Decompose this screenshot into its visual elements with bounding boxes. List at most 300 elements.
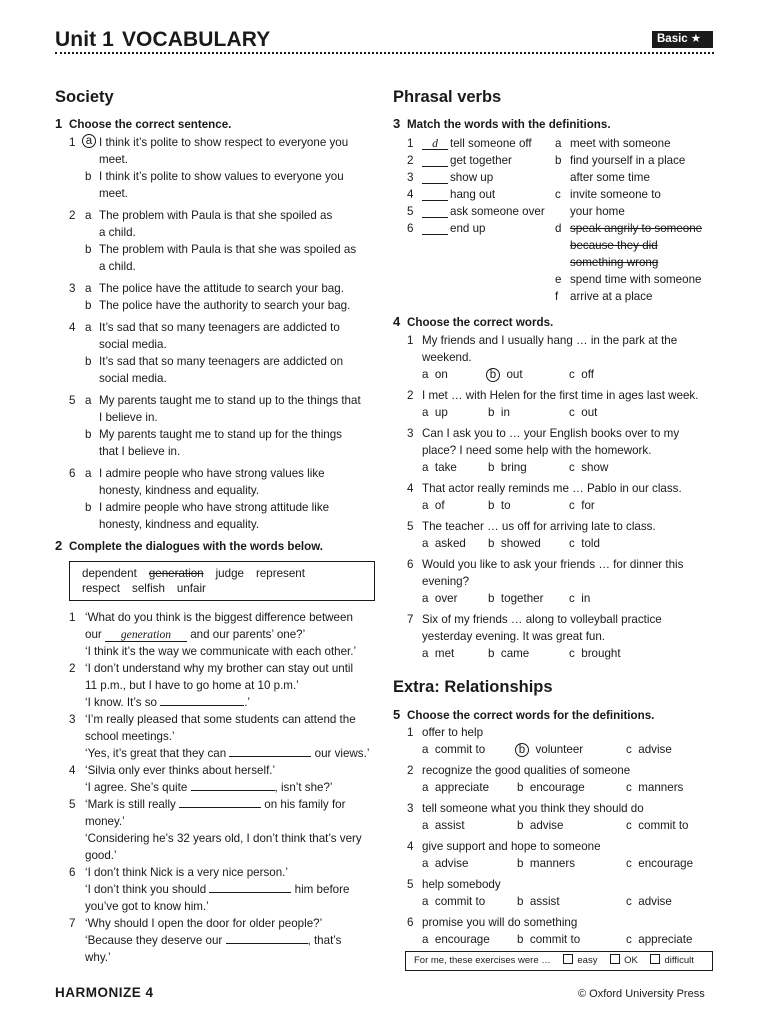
dialogue-item: 5 ‘Mark is still really on his family for money.’ ‘Considering he’s 32 years old, I don’t think that’s very good.’ bbox=[69, 798, 362, 862]
answer-blank[interactable] bbox=[226, 932, 308, 944]
choice-text: on bbox=[434, 368, 448, 381]
selected-option-circle: b bbox=[515, 743, 529, 757]
phrase-text: show up bbox=[450, 171, 494, 184]
question-number: 1 bbox=[407, 334, 414, 347]
question-text-line: evening? bbox=[422, 575, 470, 588]
option-b[interactable] bbox=[85, 297, 380, 314]
phrasal-column bbox=[393, 86, 715, 948]
option-letter: a bbox=[85, 394, 92, 407]
option-letter: a bbox=[85, 209, 92, 222]
choice-c[interactable] bbox=[569, 645, 621, 662]
definition-item bbox=[555, 271, 717, 288]
word: unfair bbox=[176, 582, 206, 595]
phrase-number: 2 bbox=[407, 154, 414, 167]
exercise-5-list bbox=[393, 724, 715, 948]
choice-letter: c bbox=[626, 819, 632, 832]
question-number: 3 bbox=[407, 427, 414, 440]
option-letter: b bbox=[85, 428, 92, 441]
option-text-line: It’s sad that so many teenagers are addicted on bbox=[99, 355, 344, 368]
question-text-line: Would you like to ask your friends … for dinner this bbox=[422, 558, 684, 571]
question-number: 1 bbox=[407, 726, 414, 739]
choice-b[interactable] bbox=[517, 931, 580, 948]
option-text-line: The problem with Paula is that she was spoiled as bbox=[99, 243, 357, 256]
choice-letter: c bbox=[569, 592, 575, 605]
choice-b[interactable] bbox=[488, 535, 541, 552]
definition-list bbox=[555, 135, 717, 305]
choice-text: assist bbox=[529, 895, 560, 908]
question-item bbox=[55, 134, 380, 202]
choice-b[interactable] bbox=[517, 855, 575, 872]
question-item bbox=[393, 480, 715, 514]
phrase-number: 4 bbox=[407, 188, 414, 201]
definition-text-line: invite someone to bbox=[570, 188, 661, 201]
option-text-line: I think it’s polite to show respect to everyone you bbox=[99, 136, 349, 149]
definition-letter: f bbox=[555, 290, 559, 303]
question-text-line: tell someone what you think they should do bbox=[422, 802, 644, 815]
definition-item bbox=[555, 135, 717, 152]
section-title-phrasal-verbs: Phrasal verbs bbox=[393, 88, 502, 106]
choice-text: up bbox=[434, 406, 448, 419]
definition-text-line: your home bbox=[570, 205, 625, 218]
exercise-1-heading: 1 Choose the correct sentence. bbox=[55, 116, 232, 131]
choice-row bbox=[422, 855, 715, 872]
choice-row bbox=[422, 366, 715, 383]
star-icon: ★ bbox=[690, 33, 701, 45]
choice-c[interactable] bbox=[569, 459, 608, 476]
choice-letter: b bbox=[488, 647, 495, 660]
choice-text: brought bbox=[581, 647, 621, 660]
phrase-number: 1 bbox=[407, 137, 414, 150]
choice-a[interactable] bbox=[422, 404, 448, 421]
question-number: 4 bbox=[407, 840, 414, 853]
choice-letter: b bbox=[517, 819, 524, 832]
choice-text: met bbox=[434, 647, 455, 660]
section-title-relationships: Extra: Relationships bbox=[393, 678, 553, 696]
footer-copyright: © Oxford University Press bbox=[578, 988, 705, 1000]
question-text-line: I met … with Helen for the first time in ages last week. bbox=[422, 389, 699, 402]
choice-letter: a bbox=[422, 781, 429, 794]
question-number: 2 bbox=[69, 209, 76, 222]
option-b[interactable] bbox=[85, 353, 380, 387]
question-text-line: The teacher … us off for arriving late to class. bbox=[422, 520, 656, 533]
choice-text: advise bbox=[529, 819, 564, 832]
choice-text: commit to bbox=[434, 743, 486, 756]
choice-letter: a bbox=[422, 743, 429, 756]
choice-text: commit to bbox=[529, 933, 581, 946]
exercise-4-heading: 4 Choose the correct words. bbox=[393, 314, 554, 329]
question-text-line: place? I need some help with the homework. bbox=[422, 444, 652, 457]
phrase-text: tell someone off bbox=[450, 137, 532, 150]
option-text-line: meet. bbox=[99, 187, 128, 200]
option-letter: a bbox=[85, 282, 92, 295]
word: represent bbox=[255, 567, 305, 580]
question-item bbox=[55, 465, 380, 533]
definition-text-line: find yourself in a place bbox=[570, 154, 686, 167]
feedback-box: For me, these exercises were … easy OK difficult bbox=[405, 951, 713, 971]
question-number: 5 bbox=[69, 394, 76, 407]
choice-text: told bbox=[581, 537, 600, 550]
choice-letter: a bbox=[422, 499, 429, 512]
society-column bbox=[55, 86, 380, 966]
unit-title: VOCABULARY bbox=[121, 28, 271, 51]
dialogue-item: 2 ‘I don’t understand why my brother can stay out until 11 p.m., but I have to go home at 10 p.m.’ ‘I know. It’s so .’ bbox=[69, 662, 354, 709]
choice-b[interactable] bbox=[517, 741, 583, 758]
option-text-line: It’s sad that so many teenagers are addicted to bbox=[99, 321, 340, 334]
choice-letter: c bbox=[569, 537, 575, 550]
choice-c[interactable] bbox=[626, 817, 689, 834]
phrase-number: 3 bbox=[407, 171, 414, 184]
question-number: 2 bbox=[407, 389, 414, 402]
choice-text: assist bbox=[434, 819, 465, 832]
selected-option-circle: b bbox=[486, 368, 500, 382]
choice-a[interactable] bbox=[422, 535, 466, 552]
option-text-line: that I believe in. bbox=[99, 445, 181, 458]
choice-text: commit to bbox=[434, 895, 486, 908]
choice-text: in bbox=[581, 592, 591, 605]
choice-text: encourage bbox=[434, 933, 490, 946]
definition-text-line: because they did bbox=[570, 239, 658, 252]
choice-b[interactable] bbox=[488, 497, 511, 514]
choice-a[interactable] bbox=[422, 645, 454, 662]
answer-blank[interactable] bbox=[422, 223, 448, 235]
level-badge bbox=[652, 31, 713, 48]
choice-letter: c bbox=[626, 857, 632, 870]
question-text-line: weekend. bbox=[422, 351, 472, 364]
phrase-text: end up bbox=[450, 222, 486, 235]
option-text-line: My parents taught me to stand up for the things bbox=[99, 428, 342, 441]
exercise-5-heading: 5 Choose the correct words for the definitions. bbox=[393, 707, 655, 722]
choice-text: appreciate bbox=[638, 933, 693, 946]
question-text-line: recognize the good qualities of someone bbox=[422, 764, 631, 777]
choice-text: bring bbox=[500, 461, 527, 474]
choice-letter: c bbox=[569, 406, 575, 419]
choice-c[interactable] bbox=[626, 779, 683, 796]
word-box-row bbox=[82, 566, 362, 581]
choice-letter: b bbox=[488, 406, 495, 419]
question-item bbox=[393, 724, 715, 758]
option-text-line: a child. bbox=[99, 260, 136, 273]
choice-row bbox=[422, 931, 715, 948]
option-text-line: The police have the attitude to search your bag. bbox=[99, 282, 344, 295]
question-item bbox=[393, 800, 715, 834]
question-text-line: promise you will do something bbox=[422, 916, 578, 929]
choice-a[interactable] bbox=[422, 817, 465, 834]
choice-letter: b bbox=[517, 895, 524, 908]
question-item bbox=[55, 392, 380, 460]
option-a[interactable] bbox=[85, 280, 380, 297]
question-item bbox=[393, 838, 715, 872]
choice-text: encourage bbox=[638, 857, 694, 870]
choice-letter: b bbox=[488, 499, 495, 512]
option-letter: b bbox=[85, 299, 92, 312]
choice-letter: c bbox=[626, 743, 632, 756]
question-number: 5 bbox=[407, 878, 414, 891]
answer-blank[interactable] bbox=[229, 745, 311, 757]
definition-letter: e bbox=[555, 273, 562, 286]
choice-letter: a bbox=[422, 461, 429, 474]
answer-blank[interactable] bbox=[160, 694, 244, 706]
choice-text: showed bbox=[500, 537, 541, 550]
question-number: 5 bbox=[407, 520, 414, 533]
word: dependent bbox=[82, 567, 137, 580]
exercise-3-heading: 3 Match the words with the definitions. bbox=[393, 116, 611, 131]
question-text-line: Can I ask you to … your English books over to my bbox=[422, 427, 680, 440]
option-text-line: social media. bbox=[99, 338, 167, 351]
definition-letter: d bbox=[555, 222, 562, 235]
option-text-line: I believe in. bbox=[99, 411, 158, 424]
choice-text: volunteer bbox=[535, 743, 584, 756]
choice-row bbox=[422, 459, 715, 476]
phrase-number: 6 bbox=[407, 222, 414, 235]
option-a[interactable] bbox=[85, 319, 380, 353]
question-item bbox=[55, 319, 380, 387]
checkbox-easy[interactable] bbox=[563, 954, 573, 964]
answer-blank[interactable] bbox=[422, 189, 448, 201]
choice-row bbox=[422, 404, 715, 421]
choice-letter: c bbox=[626, 781, 632, 794]
choice-text: encourage bbox=[529, 781, 585, 794]
question-number: 4 bbox=[69, 321, 76, 334]
dialogue-item: 3 ‘I’m really pleased that some students can attend the school meetings.’ ‘Yes, it’s great that they can our views.’ bbox=[69, 713, 370, 760]
definition-item bbox=[555, 152, 717, 186]
option-letter: b bbox=[85, 355, 92, 368]
choice-text: came bbox=[500, 647, 530, 660]
choice-c[interactable] bbox=[626, 893, 672, 910]
choice-b[interactable] bbox=[488, 590, 543, 607]
choice-a[interactable] bbox=[422, 497, 445, 514]
choice-c[interactable] bbox=[626, 855, 693, 872]
choice-letter: b bbox=[517, 781, 524, 794]
choice-letter: c bbox=[569, 368, 575, 381]
choice-text: advise bbox=[638, 743, 672, 756]
choice-letter: a bbox=[422, 406, 429, 419]
choice-text: over bbox=[434, 592, 458, 605]
section-title-society: Society bbox=[55, 88, 114, 106]
choice-row bbox=[422, 645, 715, 662]
definition-item bbox=[555, 186, 717, 220]
choice-letter: a bbox=[422, 819, 429, 832]
option-b[interactable] bbox=[85, 168, 380, 202]
definition-text-line: something wrong bbox=[570, 256, 659, 269]
phrase-text: get together bbox=[450, 154, 512, 167]
answer-blank[interactable]: generation bbox=[105, 628, 187, 642]
question-text-line: That actor really reminds me … Pablo in our class. bbox=[422, 482, 682, 495]
choice-c[interactable] bbox=[569, 404, 597, 421]
option-text-line: The police have the authority to search your bag. bbox=[99, 299, 351, 312]
choice-letter: a bbox=[422, 895, 429, 908]
dialogue-item: 1 ‘What do you think is the biggest difference between our generation and our parents’ one?’ ‘I think it’s the way we communicate with each other.’ bbox=[69, 611, 357, 658]
choice-letter: a bbox=[422, 592, 429, 605]
choice-text: advise bbox=[638, 895, 672, 908]
choice-letter: b bbox=[517, 933, 524, 946]
choice-a[interactable] bbox=[422, 893, 485, 910]
checkbox-ok[interactable] bbox=[610, 954, 620, 964]
header-divider bbox=[55, 52, 714, 54]
choice-b[interactable] bbox=[517, 817, 563, 834]
question-text-line: Six of my friends … along to volleyball practice bbox=[422, 613, 662, 626]
choice-letter: b bbox=[488, 537, 495, 550]
choice-b[interactable] bbox=[488, 366, 523, 383]
question-item bbox=[393, 762, 715, 796]
question-text-line: help somebody bbox=[422, 878, 501, 891]
choice-a[interactable] bbox=[422, 779, 489, 796]
question-text-line: offer to help bbox=[422, 726, 484, 739]
choice-b[interactable] bbox=[488, 459, 527, 476]
choice-text: together bbox=[500, 592, 544, 605]
option-text-line: honesty, kindness and equality. bbox=[99, 518, 260, 531]
definition-text-line: after some time bbox=[570, 171, 650, 184]
answer-blank[interactable]: d bbox=[422, 138, 448, 150]
option-letter: b bbox=[85, 243, 92, 256]
option-a[interactable] bbox=[85, 465, 380, 499]
choice-letter: c bbox=[569, 461, 575, 474]
definition-item bbox=[555, 220, 717, 271]
choice-c[interactable] bbox=[626, 931, 692, 948]
choice-row bbox=[422, 893, 715, 910]
word-used: generation bbox=[148, 567, 204, 580]
level-label: Basic bbox=[657, 33, 688, 45]
choice-text: out bbox=[581, 406, 598, 419]
dialogue-item: 6 ‘I don’t think Nick is a very nice person.’ ‘I don’t think you should him before you’ve got to know him.’ bbox=[69, 866, 350, 913]
selected-option-circle: a bbox=[82, 134, 96, 148]
page-title bbox=[55, 26, 270, 54]
choice-c[interactable] bbox=[569, 366, 594, 383]
choice-a[interactable] bbox=[422, 459, 457, 476]
question-item bbox=[55, 207, 380, 275]
choice-a[interactable] bbox=[422, 366, 448, 383]
choice-row bbox=[422, 741, 715, 758]
answer-blank[interactable] bbox=[422, 155, 448, 167]
option-b[interactable] bbox=[85, 426, 380, 460]
choice-row bbox=[422, 497, 715, 514]
choice-text: advise bbox=[434, 857, 469, 870]
option-text-line: My parents taught me to stand up to the things that bbox=[99, 394, 361, 407]
choice-c[interactable] bbox=[569, 497, 595, 514]
option-letter: b bbox=[85, 501, 92, 514]
choice-b[interactable] bbox=[517, 779, 585, 796]
answer-blank[interactable] bbox=[422, 206, 448, 218]
definition-text-line: arrive at a place bbox=[570, 290, 653, 303]
choice-text: to bbox=[500, 499, 511, 512]
definition-letter: c bbox=[555, 188, 561, 201]
exercise-3-match bbox=[393, 135, 715, 313]
option-text-line: I admire people who have strong values like bbox=[99, 467, 325, 480]
word-box bbox=[69, 561, 375, 601]
choice-a[interactable] bbox=[422, 741, 485, 758]
option-letter: b bbox=[85, 170, 92, 183]
answer-blank[interactable] bbox=[209, 881, 291, 893]
choice-text: of bbox=[434, 499, 445, 512]
choice-row bbox=[422, 817, 715, 834]
exercise-4-list bbox=[393, 332, 715, 662]
choice-text: out bbox=[506, 368, 523, 381]
choice-text: off bbox=[581, 368, 594, 381]
choice-a[interactable] bbox=[422, 931, 490, 948]
option-text-line: meet. bbox=[99, 153, 128, 166]
choice-letter: a bbox=[422, 933, 429, 946]
choice-b[interactable] bbox=[517, 893, 560, 910]
choice-c[interactable] bbox=[569, 590, 590, 607]
choice-text: appreciate bbox=[434, 781, 490, 794]
checkbox-difficult[interactable] bbox=[650, 954, 660, 964]
choice-b[interactable] bbox=[488, 645, 529, 662]
option-a[interactable] bbox=[85, 134, 380, 168]
choice-text: commit to bbox=[638, 819, 689, 832]
option-a[interactable] bbox=[85, 207, 380, 241]
choice-text: manners bbox=[638, 781, 684, 794]
question-number: 2 bbox=[407, 764, 414, 777]
question-item bbox=[393, 387, 715, 421]
definition-letter: b bbox=[555, 154, 562, 167]
choice-letter: c bbox=[569, 647, 575, 660]
choice-c[interactable] bbox=[569, 535, 600, 552]
question-item bbox=[393, 914, 715, 948]
choice-letter: b bbox=[488, 592, 495, 605]
option-b[interactable] bbox=[85, 499, 380, 533]
option-letter: a bbox=[85, 321, 92, 334]
option-b[interactable] bbox=[85, 241, 380, 275]
word: selfish bbox=[132, 582, 165, 595]
unit-label: Unit 1 bbox=[55, 28, 114, 51]
answer-blank[interactable] bbox=[191, 779, 275, 791]
choice-letter: c bbox=[569, 499, 575, 512]
exercise-1-list bbox=[55, 134, 380, 533]
choice-letter: a bbox=[422, 368, 429, 381]
choice-letter: c bbox=[626, 895, 632, 908]
choice-letter: a bbox=[422, 857, 429, 870]
choice-row bbox=[422, 779, 715, 796]
question-item bbox=[393, 332, 715, 383]
choice-a[interactable] bbox=[422, 855, 468, 872]
phrase-text: hang out bbox=[450, 188, 496, 201]
choice-letter: c bbox=[626, 933, 632, 946]
question-text-line: give support and hope to someone bbox=[422, 840, 601, 853]
question-number: 1 bbox=[69, 136, 76, 149]
option-text-line: social media. bbox=[99, 372, 167, 385]
choice-a[interactable] bbox=[422, 590, 457, 607]
option-text-line: The problem with Paula is that she spoiled as bbox=[99, 209, 333, 222]
choice-c[interactable] bbox=[626, 741, 672, 758]
choice-letter: a bbox=[422, 537, 429, 550]
word: respect bbox=[82, 582, 121, 595]
choice-b[interactable] bbox=[488, 404, 510, 421]
question-text-line: yesterday evening. It was great fun. bbox=[422, 630, 606, 643]
option-text-line: a child. bbox=[99, 226, 136, 239]
definition-text-line: meet with someone bbox=[570, 137, 671, 150]
choice-text: asked bbox=[434, 537, 466, 550]
question-number: 3 bbox=[69, 282, 76, 295]
answer-blank[interactable] bbox=[179, 796, 261, 808]
choice-letter: b bbox=[488, 461, 495, 474]
word: judge bbox=[215, 567, 244, 580]
option-a[interactable] bbox=[85, 392, 380, 426]
answer-blank[interactable] bbox=[422, 172, 448, 184]
definition-item bbox=[555, 288, 717, 305]
option-letter: a bbox=[85, 467, 92, 480]
question-item bbox=[393, 611, 715, 662]
word-box-row bbox=[82, 581, 362, 596]
choice-row bbox=[422, 590, 715, 607]
choice-text: in bbox=[500, 406, 510, 419]
question-text-line: My friends and I usually hang … in the park at the bbox=[422, 334, 678, 347]
option-text-line: I think it’s polite to show values to everyone you bbox=[99, 170, 344, 183]
question-item bbox=[393, 425, 715, 476]
choice-letter: a bbox=[422, 647, 429, 660]
question-number: 4 bbox=[407, 482, 414, 495]
choice-row bbox=[422, 535, 715, 552]
definition-text-line: speak angrily to someone bbox=[570, 222, 703, 235]
option-text-line: I admire people who have strong attitude like bbox=[99, 501, 330, 514]
